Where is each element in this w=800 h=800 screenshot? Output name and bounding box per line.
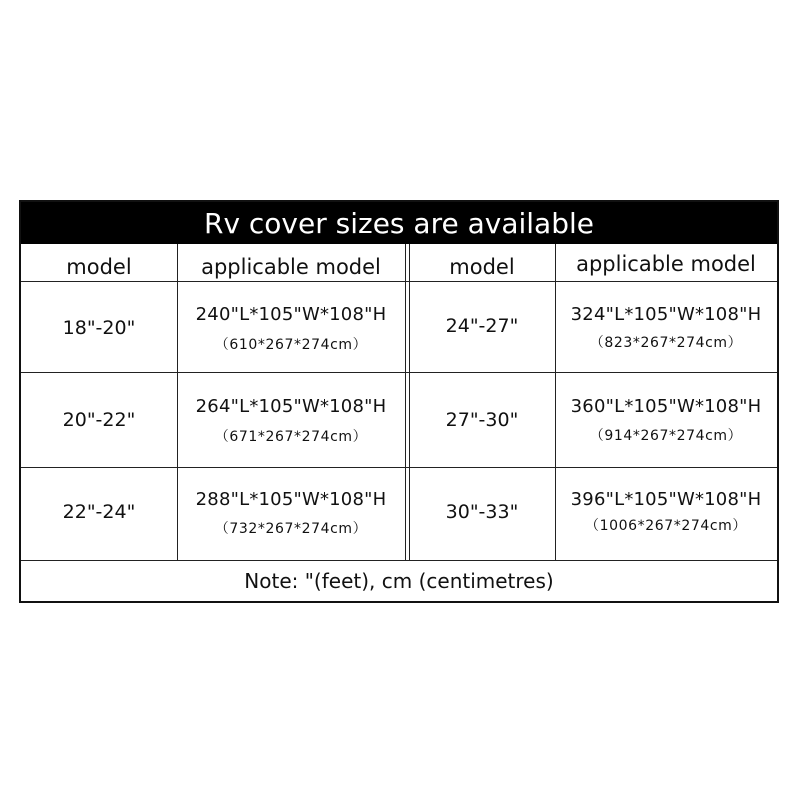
row-divider	[21, 372, 777, 373]
row-3-left-dims: 288"L*105"W*108"H	[195, 489, 387, 510]
row-1-right-model: 24"-27"	[445, 315, 519, 337]
header-applicable-right: applicable model	[576, 252, 756, 276]
row-3-right-dims: 396"L*105"W*108"H	[570, 489, 762, 510]
row-1-left-cm: （610*267*274cm）	[214, 337, 368, 353]
row-1-right-cm: （823*267*274cm）	[589, 335, 743, 351]
row-1-left-model: 18"-20"	[62, 317, 136, 339]
row-3-right-model: 30"-33"	[445, 501, 519, 523]
row-2-right-dims: 360"L*105"W*108"H	[570, 396, 762, 417]
row-2-right-cm: （914*267*274cm）	[589, 428, 743, 444]
row-3-left-cm: （732*267*274cm）	[214, 521, 368, 537]
size-chart-table	[19, 200, 779, 603]
row-2-left-model: 20"-22"	[62, 409, 136, 431]
table-title: Rv cover sizes are available	[21, 202, 777, 244]
header-divider	[21, 281, 777, 282]
column-divider	[405, 244, 406, 560]
row-2-left-dims: 264"L*105"W*108"H	[195, 396, 387, 417]
row-2-right-model: 27"-30"	[445, 409, 519, 431]
row-3-right-cm: （1006*267*274cm）	[584, 518, 747, 534]
note-divider	[21, 560, 777, 561]
row-2-left-cm: （671*267*274cm）	[214, 429, 368, 445]
row-3-left-model: 22"-24"	[62, 501, 136, 523]
row-1-left-dims: 240"L*105"W*108"H	[195, 304, 387, 325]
row-1-right-dims: 324"L*105"W*108"H	[570, 304, 762, 325]
header-model-left: model	[66, 255, 132, 279]
header-applicable-left: applicable model	[201, 255, 381, 279]
header-model-right: model	[449, 255, 515, 279]
units-note: Note: "(feet), cm (centimetres)	[244, 569, 554, 593]
row-divider	[21, 467, 777, 468]
